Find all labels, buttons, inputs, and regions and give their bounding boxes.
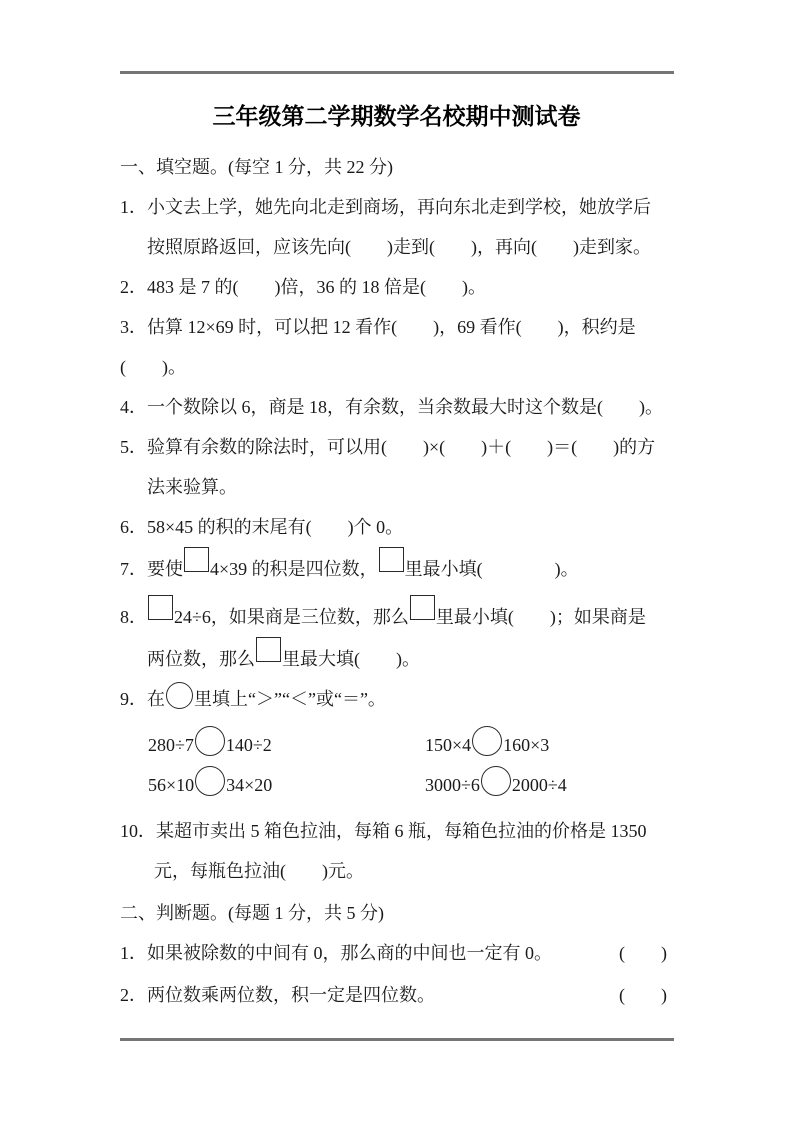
question-number: 4． (120, 397, 147, 417)
question-text-group (120, 933, 552, 973)
s1-q1-line1 (120, 187, 675, 227)
s1-q5-line1 (120, 427, 675, 467)
question-number: 8． (120, 607, 147, 627)
blank-box (256, 637, 281, 662)
question-number: 2． (120, 985, 147, 1005)
question-text: 估算 12×69 时，可以把 12 看作( )，69 看作( )，积约是 (147, 317, 636, 337)
question-text: 验算有余数的除法时，可以用( )×( )＋( )＝( )的方 (147, 437, 656, 457)
s1-q7-line1 (120, 547, 675, 589)
question-text: 如果被除数的中间有 0，那么商的中间也一定有 0。 (147, 943, 552, 963)
question-number: 2． (120, 277, 147, 297)
question-text: 483 是 7 的( )倍，36 的 18 倍是( )。 (147, 277, 486, 297)
expression (425, 765, 567, 805)
expression-right-operand: 140÷2 (225, 735, 272, 755)
question-text: 58×45 的积的末尾有( )个 0。 (147, 517, 404, 537)
question-number: 7． (120, 559, 147, 579)
comparison-circle (195, 766, 225, 796)
comparison-circle (481, 766, 511, 796)
s1-q10-line2: 元，每瓶色拉油( )元。 (154, 861, 364, 881)
question-text-group (120, 975, 435, 1015)
question-text: 两位数乘两位数，积一定是四位数。 (147, 985, 435, 1005)
question-text: 小文去上学，她先向北走到商场，再向东北走到学校，她放学后 (147, 197, 651, 217)
answer-blank: ( ) (619, 943, 667, 963)
question-text: 里最大填( )。 (282, 649, 420, 669)
s1-q9-line1 (120, 679, 675, 719)
top-rule (120, 71, 674, 74)
question-text: 在 (147, 689, 165, 709)
question-text: 某超市卖出 5 箱色拉油，每箱 6 瓶，每箱色拉油的价格是 1350 (156, 821, 647, 841)
question-number: 1． (120, 943, 147, 963)
expression (120, 725, 425, 765)
s1-q6-line1 (120, 507, 675, 547)
blank-box (379, 547, 404, 572)
paper-content (120, 147, 675, 1015)
s2-q1 (120, 933, 675, 973)
question-number: 9． (120, 689, 147, 709)
question-number: 5． (120, 437, 147, 457)
question-text: 里最小填( )；如果商是 (435, 607, 646, 627)
bottom-rule (120, 1038, 674, 1041)
s1-q4-line1 (120, 387, 675, 427)
answer-blank: ( ) (619, 985, 667, 1005)
s1-q8-line2 (120, 637, 675, 679)
s1-q10-line1 (120, 811, 675, 851)
question-number: 3． (120, 317, 147, 337)
section1-heading: 一、填空题。(每空 1 分，共 22 分) (120, 157, 393, 177)
expression-left-operand: 3000÷6 (425, 775, 480, 795)
s1-q3-line1 (120, 307, 675, 347)
expression-right-operand: 160×3 (503, 735, 550, 755)
s1-q9-row2 (120, 765, 675, 805)
expression-left-operand: 150×4 (425, 735, 472, 755)
blank-box (410, 595, 435, 620)
question-number: 10． (120, 821, 156, 841)
s1-q8-line1 (120, 595, 675, 637)
question-number: 1． (120, 197, 147, 217)
s1-q1-line2: 按照原路返回，应该先向( )走到( )，再向( )走到家。 (147, 237, 651, 257)
s1-q2-line1 (120, 267, 675, 307)
s2-q2 (120, 975, 675, 1015)
expression-left-operand: 280÷7 (148, 735, 194, 755)
question-number: 6． (120, 517, 147, 537)
page-title: 三年级第二学期数学名校期中测试卷 (212, 103, 581, 129)
question-text: 要使 (147, 559, 183, 579)
question-text: 一个数除以 6，商是 18，有余数，当余数最大时这个数是( )。 (147, 397, 663, 417)
comparison-circle (195, 726, 225, 756)
question-text: 里最小填( )。 (404, 559, 579, 579)
blank-box (184, 547, 209, 572)
s1-q5-line2: 法来验算。 (147, 477, 237, 497)
comparison-circle (472, 726, 502, 756)
section2-heading: 二、判断题。(每题 1 分，共 5 分) (120, 903, 384, 923)
question-text: 两位数，那么 (147, 649, 255, 669)
question-text: 24÷6，如果商是三位数，那么 (174, 607, 409, 627)
expression (120, 765, 425, 805)
s1-q3-line2: ( )。 (120, 357, 186, 377)
expression-left-operand: 56×10 (148, 775, 195, 795)
question-text: 4×39 的积是四位数， (210, 559, 378, 579)
blank-box (148, 595, 173, 620)
question-text: 里填上“＞”“＜”或“＝”。 (194, 689, 386, 709)
expression (425, 725, 549, 765)
expression-right-operand: 34×20 (226, 775, 273, 795)
expression-right-operand: 2000÷4 (511, 775, 567, 795)
s1-q9-row1 (120, 725, 675, 765)
comparison-circle (166, 682, 193, 709)
